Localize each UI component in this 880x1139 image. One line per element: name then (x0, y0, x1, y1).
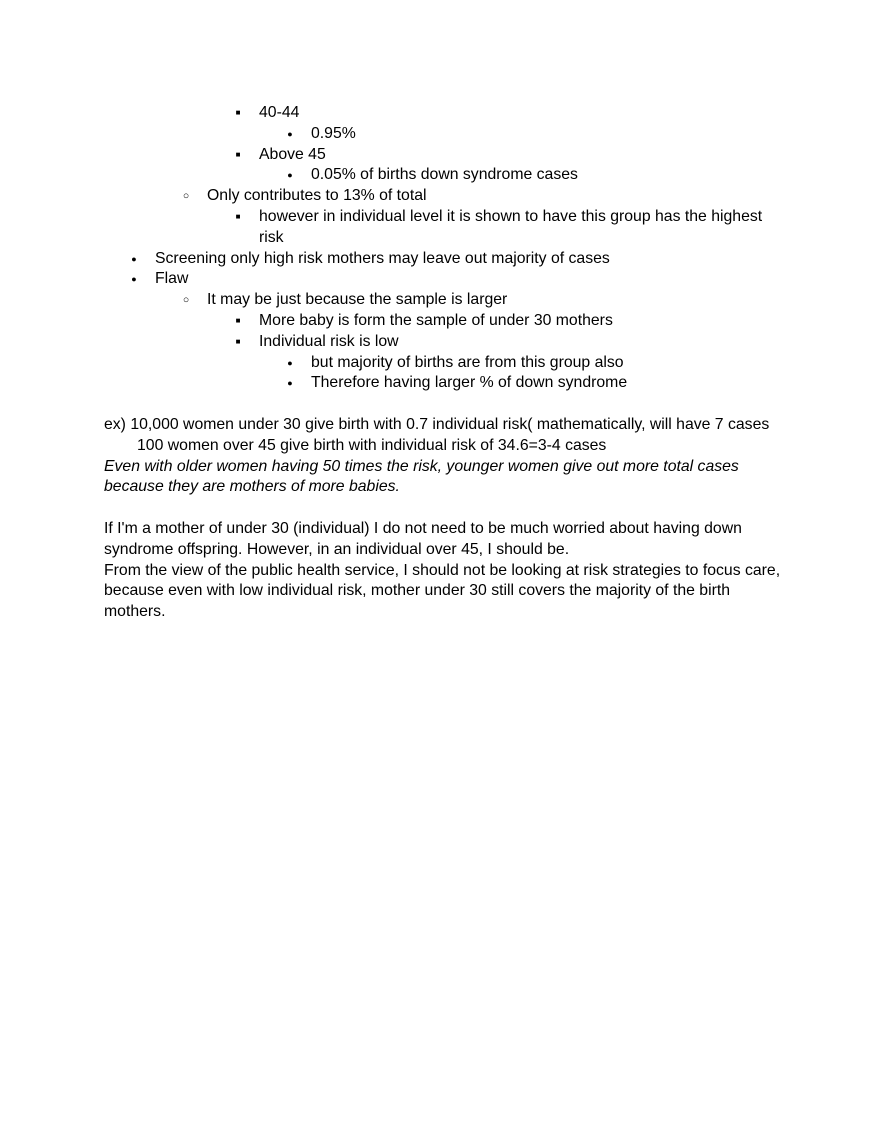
paragraph: If I'm a mother of under 30 (individual) I do not need to be much worried about having down syndrome offspring. However, in an individual over 45, I should be. (104, 519, 747, 558)
list-item-text: but majority of births are from this group also (311, 353, 624, 371)
paragraphs (104, 394, 784, 623)
paragraph: Even with older women having 50 times the risk, younger women give out more total cases because they are mothers of more babies. (104, 457, 744, 496)
list-item-text: 0.05% of births down syndrome cases (311, 166, 578, 184)
circle-bullet-icon: ○ (182, 190, 190, 203)
list-item-text: Above 45 (259, 145, 326, 163)
list-item (104, 353, 784, 374)
square-bullet-icon: ■ (235, 211, 241, 221)
paragraph: ex) 10,000 women under 30 give birth with 0.7 individual risk( mathematically, will have 7 cases (104, 415, 770, 433)
square-bullet-icon: ■ (235, 149, 241, 159)
paragraph: 100 women over 45 give birth with individual risk of 34.6=3-4 cases (137, 436, 607, 454)
disc-bullet-icon: ● (131, 253, 137, 264)
list-item-text: however in individual level it is shown to have this group has the highest risk (259, 207, 763, 246)
square-bullet-icon: ■ (235, 315, 241, 325)
list-item (104, 249, 784, 270)
bullet-list (104, 103, 784, 394)
list-item-text: Flaw (155, 270, 189, 288)
list-item-text: It may be just because the sample is larger (207, 291, 508, 309)
disc-bullet-icon: ● (287, 357, 293, 368)
list-item (104, 373, 784, 394)
list-item-text: 0.95% (311, 124, 356, 142)
list-item (104, 165, 784, 186)
square-bullet-icon: ■ (235, 336, 241, 346)
list-item (104, 332, 784, 353)
disc-bullet-icon: ● (287, 128, 293, 139)
list-item (104, 311, 784, 332)
list-item (104, 290, 784, 311)
blank-line (104, 498, 784, 519)
blank-line (104, 394, 784, 415)
disc-bullet-icon: ● (131, 274, 137, 285)
circle-bullet-icon: ○ (182, 294, 190, 307)
list-item (104, 124, 784, 145)
list-item (104, 186, 784, 207)
list-item (104, 269, 784, 290)
list-item (104, 207, 784, 249)
disc-bullet-icon: ● (287, 378, 293, 389)
list-item (104, 145, 784, 166)
list-item-text: Therefore having larger % of down syndrome (311, 374, 628, 392)
list-item-text: Only contributes to 13% of total (207, 187, 427, 205)
list-item-text: Individual risk is low (259, 332, 399, 350)
disc-bullet-icon: ● (287, 170, 293, 181)
document-page (104, 103, 784, 623)
paragraph: From the view of the public health service, I should not be looking at risk strategies to focus care, because even with low individual risk, mother under 30 still covers the majority of the birth mothers. (104, 561, 785, 621)
list-item-text: More baby is form the sample of under 30 mothers (259, 311, 613, 329)
list-item-text: 40-44 (259, 104, 300, 121)
list-item-text: Screening only high risk mothers may leave out majority of cases (155, 249, 610, 267)
square-bullet-icon: ■ (235, 108, 241, 117)
list-item (104, 103, 784, 124)
